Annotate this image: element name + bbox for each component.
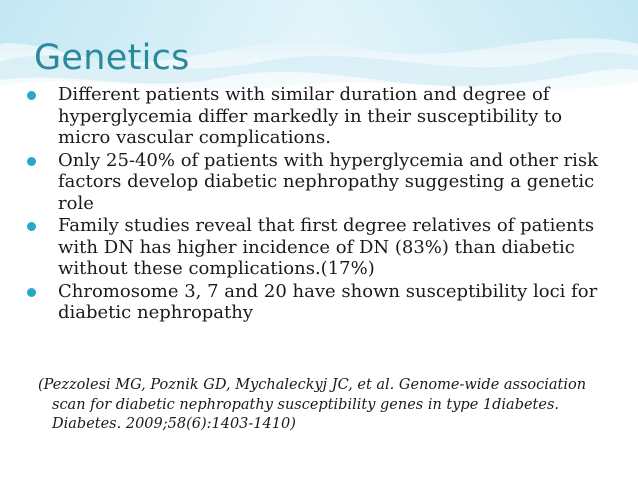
bullet-item <box>24 215 614 280</box>
bullet-item <box>24 281 614 324</box>
bullet-list <box>24 84 614 325</box>
bullet-text: Family studies reveal that first degree relatives of patients with DN has higher incidence of DN (83%) than diabetic without these complications.(17%) <box>58 215 595 279</box>
bullet-text: Different patients with similar duration and degree of hyperglycemia differ markedly in their susceptibility to micro vascular complications. <box>58 84 563 148</box>
bullet-text: Only 25-40% of patients with hyperglycemia and other risk factors develop diabetic nephropathy suggesting a genetic role <box>58 149 599 214</box>
bullet-dot-icon <box>27 222 36 231</box>
bullet-text: Chromosome 3, 7 and 20 have shown susceptibility loci for diabetic nephropathy <box>58 280 598 323</box>
bullet-dot-icon <box>27 157 36 166</box>
bullet-dot-icon <box>27 91 36 100</box>
citation: (Pezzolesi MG, Poznik GD, Mychaleckyj JC, et al. Genome-wide association scan for diabetic nephropathy susceptibility genes in type 1diabetes. Diabetes. 2009;58(6):1403-1410) <box>38 377 587 432</box>
bullet-item <box>24 84 614 149</box>
bullet-item <box>24 150 614 215</box>
bullet-dot-icon <box>27 288 36 297</box>
slide-title: Genetics <box>34 38 190 78</box>
